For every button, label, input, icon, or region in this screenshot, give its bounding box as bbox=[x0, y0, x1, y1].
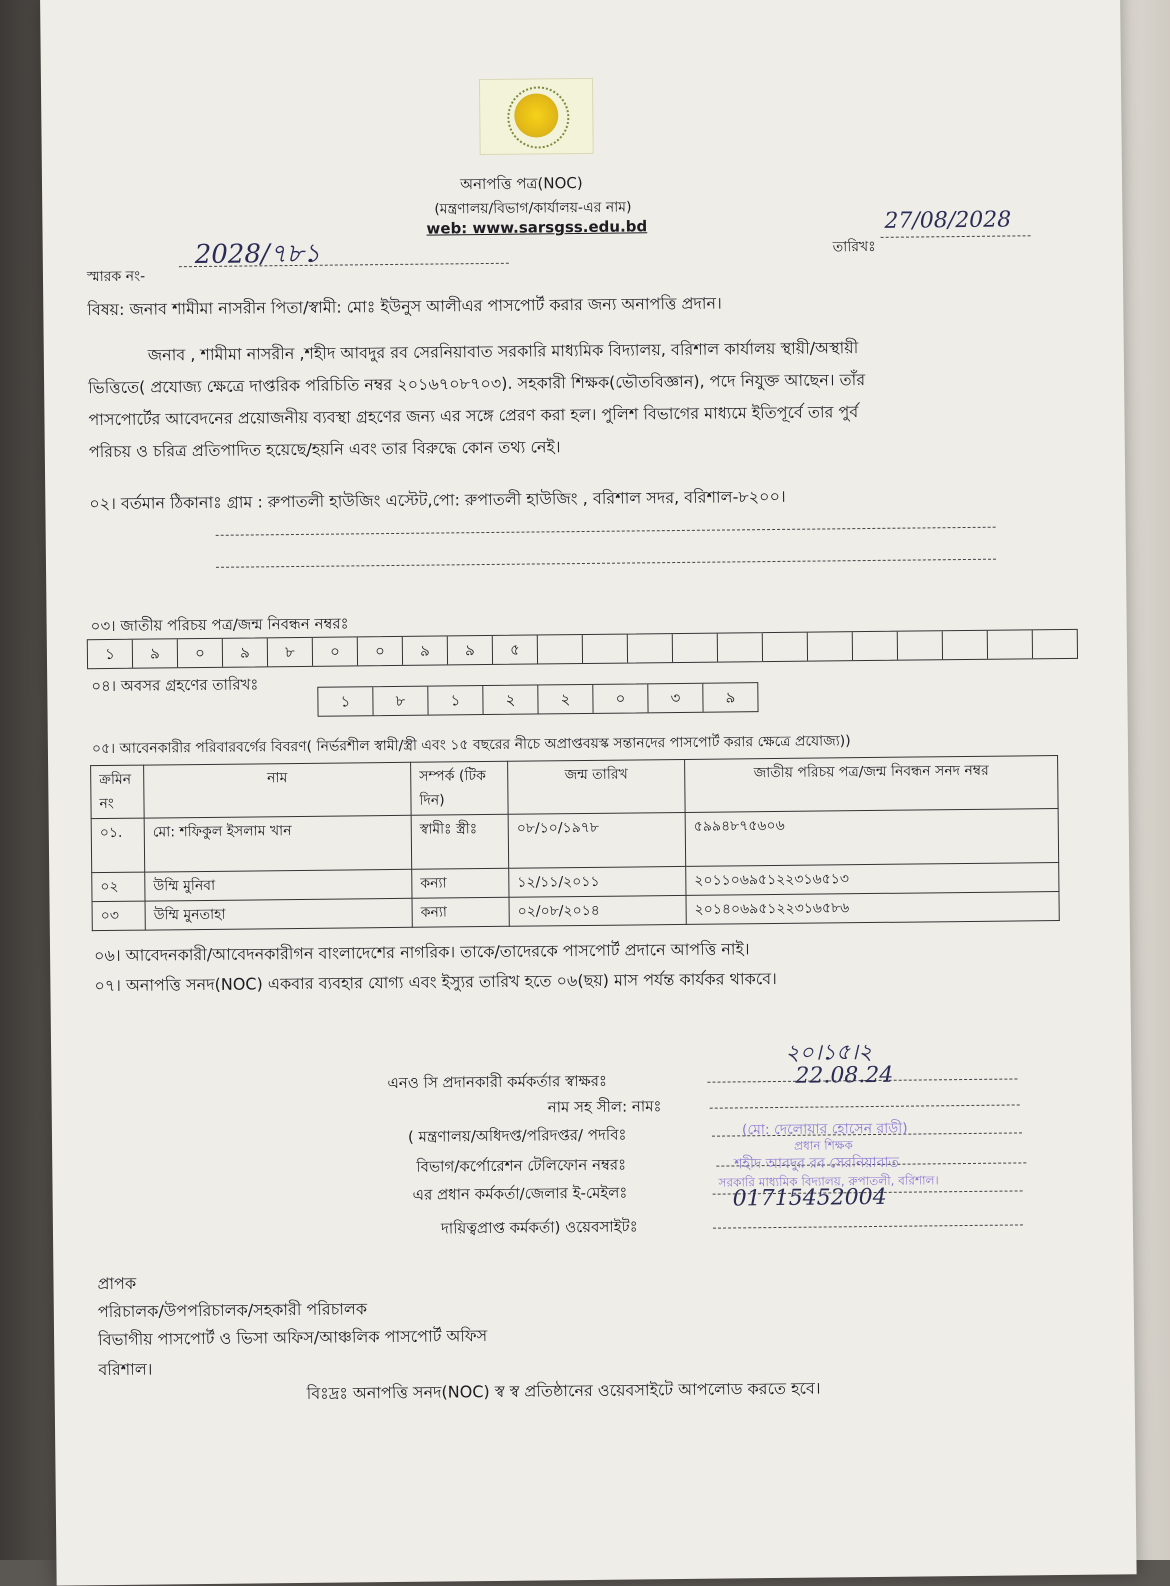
nid-label: ০৩। জাতীয় পরিচয় পত্র/জন্ম নিবন্ধন নম্বরঃ bbox=[90, 614, 349, 636]
recipient-line-3: বিভাগীয় পাসপোর্ট ও ভিসা অফিস/আঞ্চলিক পাসপোর্ট অফিস bbox=[98, 1326, 488, 1350]
clause-6: ০৬। আবেদনকারী/আবেদনকারীগন বাংলাদেশের নাগরিক। তাকে/তাদেরকে পাসপোর্ট প্রদানে আপত্তি নাই। bbox=[93, 939, 750, 966]
recipient-line-4: বরিশাল। bbox=[98, 1359, 153, 1380]
footnote: বিঃদ্রঃ অনাপত্তি সনদ(NOC) স্ব স্ব প্রতিষ্ঠানের ওয়েবসাইটে আপলোড করতে হবে। bbox=[306, 1378, 821, 1403]
col-serial: ক্রমিন নং bbox=[91, 765, 145, 819]
col-name: নাম bbox=[144, 762, 412, 818]
row-dob: ০২/০৮/২০১৪ bbox=[509, 895, 686, 926]
memo-label: স্মারক নং- bbox=[86, 268, 146, 286]
doc-subtitle: (মন্ত্রণালয়/বিভাগ/কার্যালয়-এর নাম) bbox=[434, 199, 632, 218]
digit-box: ২ bbox=[483, 685, 538, 714]
digit-box bbox=[853, 632, 898, 660]
digit-box bbox=[1033, 630, 1077, 658]
digit-box: ০ bbox=[358, 637, 403, 665]
retirement-digit-boxes bbox=[317, 682, 758, 717]
name-line bbox=[710, 1103, 1020, 1108]
digit-box bbox=[763, 633, 808, 661]
row-name: উম্মি মুনতাহা bbox=[145, 898, 412, 930]
stamp-school-1: শহীদ আবদুর রব সেরনিয়াবাত bbox=[734, 1154, 900, 1173]
body-line-2: ভিত্তিতে( প্রযোজ্য ক্ষেত্রে দাপ্তরিক পরিচিতি নম্বর ২০১৬৭০৮৭০৩). সহকারী শিক্ষক(ভৌতবিজ্ঞান), পদে নিযুক্ত আছেন। তাঁর bbox=[88, 370, 866, 398]
row-relation: কন্যা bbox=[412, 868, 509, 898]
row-dob: ১২/১১/২০১১ bbox=[509, 866, 686, 897]
digit-box: ০ bbox=[593, 684, 648, 713]
subject: বিষয়: জনাব শামীমা নাসরীন পিতা/স্বামী: মোঃ ইউনুস আলীএর পাসপোর্ট করার জন্য অনাপত্তি প্রদান। bbox=[87, 293, 722, 320]
doc-title: অনাপত্তি পত্র(NOC) bbox=[459, 173, 583, 194]
stamp-school-2: সরকারি মাধ্যমিক বিদ্যালয়, রুপাতলী, বরিশাল। bbox=[718, 1173, 939, 1190]
signature-date: 22.08.24 bbox=[795, 1062, 894, 1089]
address-dotted-1 bbox=[216, 526, 996, 536]
digit-box: ০ bbox=[313, 637, 358, 665]
col-relation: সম্পর্ক (টিক দিন) bbox=[411, 761, 509, 815]
phone-label: বিভাগ/কর্পোরেশন টেলিফোন নম্বরঃ bbox=[416, 1155, 627, 1176]
date-value: 27/08/2028 bbox=[884, 207, 1012, 234]
row-serial: ০১. bbox=[91, 818, 145, 873]
row-serial: ০৩ bbox=[92, 901, 145, 931]
digit-box bbox=[538, 635, 583, 663]
website-label: দায়িত্বপ্রাপ্ত কর্মকর্তা) ওয়েবসাইটঃ bbox=[440, 1217, 638, 1238]
digit-box bbox=[898, 631, 943, 659]
table-row bbox=[91, 809, 1059, 873]
digit-box: ৯ bbox=[223, 638, 268, 666]
signature-scribble: ২০।১৫।২ bbox=[785, 1039, 873, 1066]
name-label: নাম সহ সীল: নামঃ bbox=[547, 1097, 662, 1117]
digit-box: ৮ bbox=[268, 638, 313, 666]
col-nid: জাতীয় পরিচয় পত্র/জন্ম নিবন্ধন সনদ নম্বর bbox=[685, 756, 1059, 813]
email-label: এর প্রধান কর্মকর্তা/জেলার ই-মেইলঃ bbox=[412, 1183, 628, 1204]
row-serial: ০২ bbox=[92, 872, 145, 902]
row-nid: ৫৯৯৪৮৭৫৬০৬ bbox=[685, 809, 1059, 867]
digit-box: ৫ bbox=[493, 635, 538, 663]
digit-box: ০ bbox=[178, 639, 223, 667]
stamp-designation: প্রধান শিক্ষক bbox=[794, 1138, 853, 1153]
memo-value: 2028/৭৮১ bbox=[194, 238, 321, 271]
body-line-3: পাসপোর্টের আবেদনের প্রয়োজনীয় ব্যবস্থা গ্রহণের জন্য এর সঙ্গে প্রেরণ করা হল। পুলিশ বিভাগের মাধ্যমে ইতিপূর্বে তার পুর্ব bbox=[88, 402, 859, 430]
digit-box: ৯ bbox=[403, 636, 448, 664]
date-label: তারিখঃ bbox=[832, 238, 876, 256]
digit-box: ৮ bbox=[373, 687, 428, 716]
digit-box bbox=[988, 630, 1033, 658]
digit-box bbox=[943, 631, 988, 659]
retirement-label: ০৪। অবসর গ্রহণের তারিখঃ bbox=[91, 675, 259, 696]
body-line-4: পরিচয় ও চরিত্র প্রতিপাদিত হয়েছে/হয়নি এবং তার বিরুদ্ধে কোন তথ্য নেই। bbox=[88, 437, 561, 462]
family-table bbox=[90, 755, 1060, 931]
row-relation: কন্যা bbox=[412, 897, 509, 927]
recipient-line-2: পরিচালক/উপপরিচালক/সহকারী পরিচালক bbox=[97, 1299, 368, 1322]
family-label: ০৫। আবেনকারীর পরিবারবর্গের বিবরণ( নির্ভরশীল স্বামী/স্ত্রী এবং ১৫ বছরের নীচে অপ্রাপ্তবয়স্ক সন্তানদের পাসপোর্ট করার ক্ষেত্রে প্রযোজ্য)) bbox=[91, 733, 851, 758]
digit-box bbox=[808, 632, 853, 660]
digit-box: ৯ bbox=[725, 688, 736, 707]
website-line bbox=[713, 1223, 1023, 1228]
digit-box: ৯ bbox=[448, 636, 493, 664]
digit-box: ৩ bbox=[648, 684, 703, 713]
digit-box bbox=[673, 634, 718, 662]
school-logo bbox=[479, 78, 594, 155]
address: ০২। বর্তমান ঠিকানাঃ গ্রাম : রুপাতলী হাউজিং এস্টেট,পো: রুপাতলী হাউজিং , বরিশাল সদর, বরিশাল-৮২০০। bbox=[89, 486, 786, 514]
digit-box: ২ bbox=[538, 685, 593, 714]
digit-box: ১ bbox=[318, 687, 373, 716]
row-nid: ২০১১০৬৯৫১২২৩১৬৫১৩ bbox=[686, 863, 1059, 896]
noc-document bbox=[40, 0, 1137, 1586]
digit-box bbox=[583, 635, 628, 663]
sign-label: এনও সি প্রদানকারী কর্মকর্তার স্বাক্ষরঃ bbox=[387, 1071, 608, 1093]
row-name: মো: শফিকুল ইসলাম খান bbox=[144, 815, 412, 872]
stamp-name: (মো: দেলোয়ার হোসেন রাড়ী) bbox=[741, 1120, 908, 1139]
body-line-1: জনাব , শামীমা নাসরীন ,শহীদ আবদুর রব সেরনিয়াবাত সরকারি মাধ্যমিক বিদ্যালয়, বরিশাল কার্যালয় স্থায়ী/অস্থায়ী bbox=[147, 338, 859, 365]
handwritten-phone: 01715452004 bbox=[732, 1184, 887, 1212]
recipient-line-1: প্রাপক bbox=[97, 1273, 137, 1294]
row-dob: ০৮/১০/১৯৭৮ bbox=[508, 812, 686, 868]
digit-box: ১ bbox=[428, 686, 483, 715]
web-address: web: www.sarsgss.edu.bd bbox=[426, 217, 648, 238]
col-dob: জন্ম তারিখ bbox=[508, 759, 686, 814]
clause-7: ০৭। অনাপত্তি সনদ(NOC) একবার ব্যবহার যোগ্য এবং ইস্যুর তারিখ হতে ০৬(ছয়) মাস পর্যন্ত কার্যকর থাকবে। bbox=[94, 968, 777, 996]
digit-box bbox=[718, 633, 763, 661]
digit-box: ৯ bbox=[133, 639, 178, 667]
row-relation: স্বামীঃ স্ত্রীঃ bbox=[411, 814, 509, 869]
address-dotted-2 bbox=[216, 558, 996, 568]
digit-box bbox=[628, 634, 673, 662]
row-nid: ২০১৪০৬৯৫১২২৩১৬৫৮৬ bbox=[686, 892, 1059, 925]
digit-box: ১ bbox=[88, 640, 133, 668]
row-name: উম্মি মুনিবা bbox=[145, 869, 412, 901]
ministry-label: ( মন্ত্রণালয়/অধিদপ্ত/পরিদপ্তর/ পদবিঃ bbox=[407, 1125, 627, 1146]
